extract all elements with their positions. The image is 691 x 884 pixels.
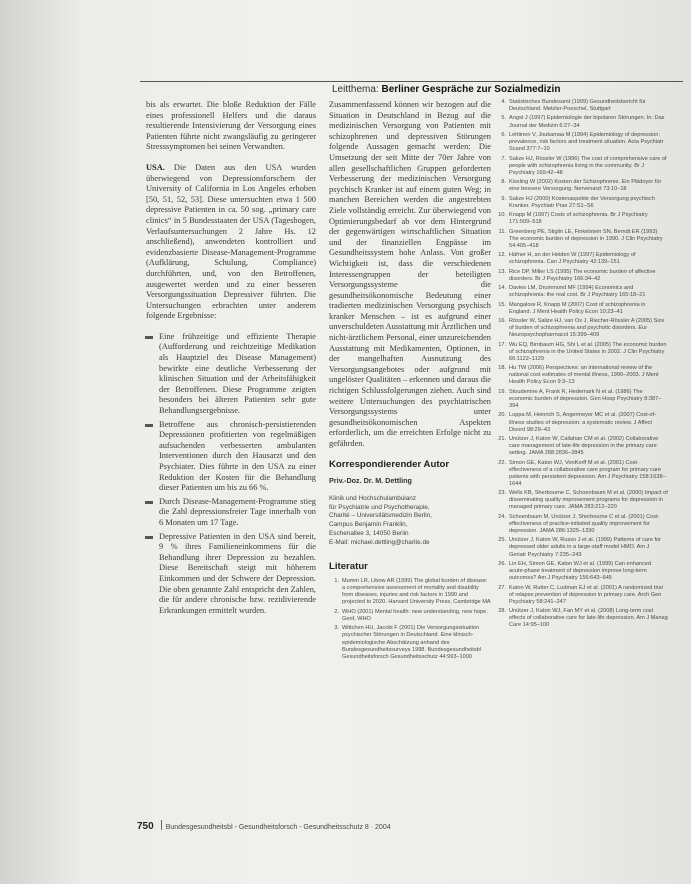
address-line: Klinik und Hochschulambulanz bbox=[329, 494, 417, 502]
reference-text: Mumm LR, Libow AR (1999) The global burden of disease: a comprehensive assessment of mortality and disability from diseases, injuries and risk factors in 1990 and projected to 2020. Harvard University Press, Cambridge MA bbox=[342, 578, 491, 606]
reference-item bbox=[496, 196, 668, 210]
corresponding-author-heading: Korrespondierender Autor bbox=[329, 458, 450, 470]
reference-item bbox=[496, 514, 668, 535]
reference-item bbox=[496, 585, 668, 606]
page-number: 750 bbox=[137, 821, 154, 832]
reference-item bbox=[496, 608, 668, 629]
reference-number: 12. bbox=[498, 252, 506, 259]
reference-text: Schoenbaum M, Unützer J, Sherbourne C et al. (2001) Cost-effectiveness of practice-initiated quality improvement for depression. JAMA 286:1325–1330 bbox=[509, 513, 660, 534]
reference-text: Luppa M, Heinrich S, Angermeyer MC et al. (2007) Cost-of-illness studies of depression: a systematic review. J Affect Disord 98:29–43 bbox=[509, 412, 657, 433]
reference-number: 15. bbox=[498, 301, 506, 308]
reference-number: 27. bbox=[498, 584, 506, 591]
reference-text: Salize HJ, Rössler W (1996) The cost of comprehensive care of people with schizophrenia living in the community. Br J Psychiatry 169:42–48 bbox=[509, 155, 667, 176]
reference-text: Katon W, Rutter C, Ludman EJ et al. (2001) A randomized trial of relapse prevention of depression in primary care. Arch Gen Psychiatry 58:241–247 bbox=[509, 584, 663, 605]
reference-text: Kissling W (2002) Kosten der Schizophrenie. Ein Plädoyer für eine bessere Versorgung. Nervenarzt 73:10–18 bbox=[509, 179, 662, 193]
reference-number: 17. bbox=[498, 341, 506, 348]
reference-item bbox=[329, 578, 491, 606]
running-head bbox=[332, 84, 560, 95]
reference-text: Mangalore R, Knapp M (2007) Cost of schizophrenia in England. J Ment Health Policy Econ 10:23–41 bbox=[509, 301, 646, 315]
reference-number: 11. bbox=[498, 228, 506, 235]
reference-number: 13. bbox=[498, 268, 506, 275]
reference-text: Salize HJ (2000) Kostenaspekte der Versorgung psychisch Kranker. Psychiatr Prax 27:S1–S6 bbox=[509, 195, 655, 209]
reference-text: Greenberg PE, Stiglin LE, Finkelstein SN, Berndt ER (1993) The economic burden of depression in 1990. J Clin Psychiatry 54:405–418 bbox=[509, 228, 663, 249]
reference-text: Rice DP, Miller LS (1995) The economic burden of affective disorders. Br J Psychiatry 166:34–42 bbox=[509, 268, 656, 282]
reference-text: Unützer J, Katon WJ, Fan MY et al. (2008) Long-term cost effects of collaborative care for late-life depression. Am J Manag Care 14:95–100 bbox=[509, 608, 668, 629]
reference-item bbox=[496, 269, 668, 283]
reference-text: Lin EH, Simon GE, Katon WJ et al. (1999) Can enhanced acute-phase treatment of depression improve long-term outcomes? Am J Psychiatry 156:643–645 bbox=[509, 560, 652, 582]
reference-item bbox=[496, 318, 668, 339]
header-rule bbox=[140, 81, 683, 82]
author-address bbox=[329, 495, 491, 548]
reference-item bbox=[496, 537, 668, 558]
reference-item bbox=[496, 229, 668, 250]
paragraph-1: bis als erwartet. Die bloße Reduktion der Fälle eines professionell Helfers und die daraus resultierende Intensivierung der Versorgung eines Patienten führte nicht zwangsläufig zu geringerer Stresssymptomen bei seinen Verwandten. bbox=[146, 100, 316, 152]
reference-text: WHO (2001) Mental health: new understanding, new hope. Genf, WHO bbox=[342, 608, 488, 622]
address-line: für Psychiatrie und Psychotherapie, bbox=[329, 503, 430, 511]
reference-item bbox=[496, 460, 668, 488]
reference-text: Lehtinen V, Joukamaa M (1994) Epidemiology of depression: prevalence, risk factors and treatment situation. Acta Psychiatr Scand 377:7–10 bbox=[509, 131, 664, 153]
reference-text: Stoudemire A, Frank R, Hedemark N et al. (1986) The economic burden of depression. Gen Hosp Psychiatry 8:387–394 bbox=[509, 388, 662, 410]
reference-text: Knapp M (1997) Costs of schizophrenia. Br J Psychiatry 171:509–518 bbox=[509, 212, 648, 226]
reference-number: 23. bbox=[498, 490, 506, 497]
reference-text: Wells KB, Sherbourne C, Schoenbaum M et al. (2000) Impact of disseminating quality improvement programs for depression in managed primary care. JAMA 283:212–220 bbox=[509, 490, 668, 511]
address-line: Charité – Universitätsmedizin Berlin, bbox=[329, 512, 432, 520]
reference-text: Rössler W, Salize HJ, van Os J, Riecher-Rössler A (2005) Size of burden of schizophrenia and psychotic disorders. Eur Neuropsychopharmacol 15:399–409 bbox=[509, 318, 665, 339]
address-line: E-Mail: michael.dettling@charite.de bbox=[329, 538, 430, 546]
running-head-section: Leitthema: bbox=[332, 84, 379, 95]
reference-number: 19. bbox=[498, 388, 506, 395]
reference-item bbox=[329, 609, 491, 623]
reference-item bbox=[496, 99, 668, 113]
reference-number: 20. bbox=[498, 412, 506, 419]
reference-number: 9. bbox=[501, 195, 506, 202]
reference-item bbox=[496, 490, 668, 511]
reference-item bbox=[496, 285, 668, 299]
reference-item bbox=[496, 212, 668, 226]
reference-number: 25. bbox=[498, 537, 506, 544]
reference-text: Wittchen HU, Jacobi F (2001) Die Versorgungssituation psychischer Störungen in Deutschland. Eine klinisch-epidemiologische Abschätzung anhand des Bundesgesundheitssurveys 1998. Bundesgesundheitsbl Gesundheitsforsch Gesundheitsschutz 44:993–1000 bbox=[342, 625, 482, 660]
reference-number: 21. bbox=[498, 435, 506, 442]
reference-text: Wu EQ, Birnbaum HG, Shi L et al. (2005) The economic burden of schizophrenia in the United States in 2002. J Clin Psychiatry 66:1122–1129 bbox=[509, 341, 667, 362]
reference-item bbox=[496, 561, 668, 582]
reference-number: 2. bbox=[334, 608, 339, 615]
text-column-2 bbox=[329, 100, 491, 663]
reference-list bbox=[496, 99, 668, 629]
reference-text: Häfner H, an der Heiden W (1997) Epidemiology of schizophrenia. Can J Psychiatry 42:139–151 bbox=[509, 252, 636, 266]
reference-item bbox=[496, 412, 668, 433]
journal-citation: Bundesgesundheitsbl - Gesundheitsforsch - Gesundheitsschutz 8 · 2004 bbox=[165, 824, 391, 831]
reference-text: Davies LM, Drummond MF (1994) Economics and schizophrenia: the real cost. Br J Psychiatry 165:18–21 bbox=[509, 285, 646, 299]
text-column-1 bbox=[146, 100, 316, 624]
reference-number: 3. bbox=[334, 625, 339, 632]
list-item: Depressive Patienten in den USA sind bereit, 9 % ihres Familieneinkommens für die Behandlung ihrer Depression zu bezahlen. Diese Bereitschaft steigt mit höherem Einkommen und der Schwere der Depression. Die oben genannte Zahl entspricht den Zahlen, die für andere chronische bzw. rezidivierende Erkrankungen ermittelt wurden. bbox=[146, 532, 316, 617]
paragraph-usa bbox=[146, 163, 316, 322]
reference-number: 4. bbox=[501, 99, 506, 105]
reference-number: 10. bbox=[498, 212, 506, 219]
author-name: Priv.-Doz. Dr. M. Dettling bbox=[329, 476, 412, 486]
reference-item bbox=[496, 365, 668, 386]
reference-number: 16. bbox=[498, 318, 506, 325]
reference-item bbox=[496, 115, 668, 129]
reference-number: 22. bbox=[498, 459, 506, 466]
address-line: Campus Benjamin Franklin, bbox=[329, 521, 408, 529]
reference-text: Unützer J, Katon W, Russo J et al. (1999) Patterns of care for depressed older adults in a large-staff model HMO. Am J Geriatr Psychiatry 7:235–243 bbox=[509, 537, 662, 558]
reference-number: 18. bbox=[498, 365, 506, 372]
reference-item bbox=[496, 156, 668, 177]
reference-text: Hu TW (2006) Perspectives: an international review of the national cost estimates of mental illness, 1990–2003. J Ment Health Policy Econ 9:3–13 bbox=[509, 365, 659, 386]
running-head-title: Berliner Gespräche zur Sozialmedizin bbox=[381, 84, 561, 95]
reference-number: 14. bbox=[498, 285, 506, 292]
reference-item bbox=[496, 179, 668, 193]
results-list bbox=[146, 332, 316, 616]
reference-number: 6. bbox=[501, 131, 506, 138]
usa-lead: USA. bbox=[146, 162, 165, 172]
reference-number: 7. bbox=[501, 155, 506, 162]
reference-text: Unützer J, Katon W, Callahan CM et al. (2002) Collaborative care management of late-life depression in the primary care setting. JAMA 288:2836–2845 bbox=[509, 435, 659, 457]
reference-text: Simon GE, Katon WJ, VonKorff M et al. (2001) Cost-effectiveness of a collaborative care program for primary care patients with persistent depression. Am J Psychiatry 158:1638–1644 bbox=[509, 459, 666, 487]
reference-item bbox=[496, 132, 668, 153]
summary-paragraph: Zusammenfassend können wir bezogen auf die Situation in Deutschland in Bezug auf die medizinischen Versorgung von Patienten mit schizophrenen und depressiven Störungen folgende Aussagen gemacht werden: Die Umsetzung der seit Mitte der 70er Jahre von allen gesellschaftlichen Gruppen geforderten Verbesserung der medizinischen Versorgung psychisch Kranker ist auf einem guten Weg; in manchen Bereichen werden die angestrebten Ziele vollständig erreicht. Zur überwiegend von Optimierungsbedarf ab vor dem Hintergrund der gegenwärtigen wirtschaftlichen Situation und der finanziellen Engpässe im Gesundheitssystem hohe Anlass. Von großer Wichtigkeit ist, dass die verschiedenen Interessengruppen der beteiligten Versorgungssysteme die gesundheitsökonomische Bedeutung einer tradierten medizinischen Versorgung psychisch kranker Menschen – ist es aufgrund einer unverschuldeten Ausstattung mit Ärztlichen und nicht-ärztlichem Personal, einer unzureichenden Ausstattung mit Medikamenten, Optionen, in der mangelhaften Ausnutzung des Versorgungsangebotes oder aufgrund mit ungelöster Qualitäten – erkennen und daraus die richtigen Schlussfolgerungen ziehen. Auch sind weitere Untersuchungen des psychiatrischen Versorgungssystems unter gesundheitsökonomischen Aspekten erforderlich, um die erreichten Erfolge nicht zu gefährden. bbox=[329, 100, 491, 448]
reference-number: 8. bbox=[501, 179, 506, 186]
address-line: Eschenallee 3, 14050 Berlin bbox=[329, 529, 409, 537]
page-footer bbox=[137, 820, 457, 832]
reference-item bbox=[329, 625, 491, 660]
footer-divider bbox=[161, 820, 162, 830]
reference-item bbox=[496, 302, 668, 316]
list-item: Durch Disease-Management-Programme stieg die Zahl depressionsfreier Tage innerhalb von 6 Monaten um 17 Tage. bbox=[146, 497, 316, 529]
reference-number: 1. bbox=[334, 578, 339, 585]
reference-item bbox=[496, 389, 668, 410]
reference-number: 5. bbox=[501, 115, 506, 122]
reference-list-start bbox=[329, 578, 491, 661]
list-item: Eine frühzeitige und effiziente Therapie (Aufforderung und reichtzeitige Medikation als Hauptziel des Disease Management) bewirkte eine deutliche Verbesserung der klinischen Situation und der Arbeitsfähigkeit der Betroffenen. Diese Programme zeigten besonders bei älteren Patienten sehr gute Behandlungsergebnisse. bbox=[146, 332, 316, 417]
literature-heading: Literatur bbox=[329, 560, 368, 572]
reference-number: 24. bbox=[498, 513, 506, 520]
reference-item bbox=[496, 342, 668, 363]
reference-text: Angst J (1997) Epidemiologie der bipolaren Störungen. In: Das Journal der Medizin 6:27–34 bbox=[509, 115, 665, 129]
reference-text: Statistisches Bundesamt (1999) Gesundheitsbericht für Deutschland. Metzler-Poeschel, Stuttgart bbox=[509, 99, 646, 113]
reference-item bbox=[496, 252, 668, 266]
reference-column bbox=[496, 99, 668, 632]
list-item: Betroffene aus chronisch-persistierenden Depressionen profitierten von regelmäßigen aufsuchenden verbesserten ambulanten Interventionen durch den Hausarzt und den Psychiater. Dies führte in den USA zu einer Reduktion der Kosten für die Behandlung dieser Patienten um bis zu 66 %. bbox=[146, 420, 316, 494]
reference-item bbox=[496, 436, 668, 457]
reference-number: 28. bbox=[498, 608, 506, 615]
usa-text: Die Daten aus den USA wurden überwiegend von Depressionsforschern der University of California in Los Angeles erhoben [50, 51, 52, 53]. Diese untersuchten etwa 1 500 depressive Patienten in ca. 50 sog. „primary care clinics“ in 5 Bundesstaaten der USA (Tagesbogen, Verlaufsuntersuchungen 2 Jahre Hs. 12 anschließend), anwendeten kontrolliert und evidenzbasierte Disease-Management-Programme (Aufklärung, Schulung, Compliance) durchführten, und, von den Betroffenen, ausgewertet werden und zu einer besseren Versorgungssituation Depressiver führten. Die Untersuchungen erbrachten unter anderem folgende Ergebnisse: bbox=[146, 162, 316, 321]
reference-number: 26. bbox=[498, 560, 506, 567]
